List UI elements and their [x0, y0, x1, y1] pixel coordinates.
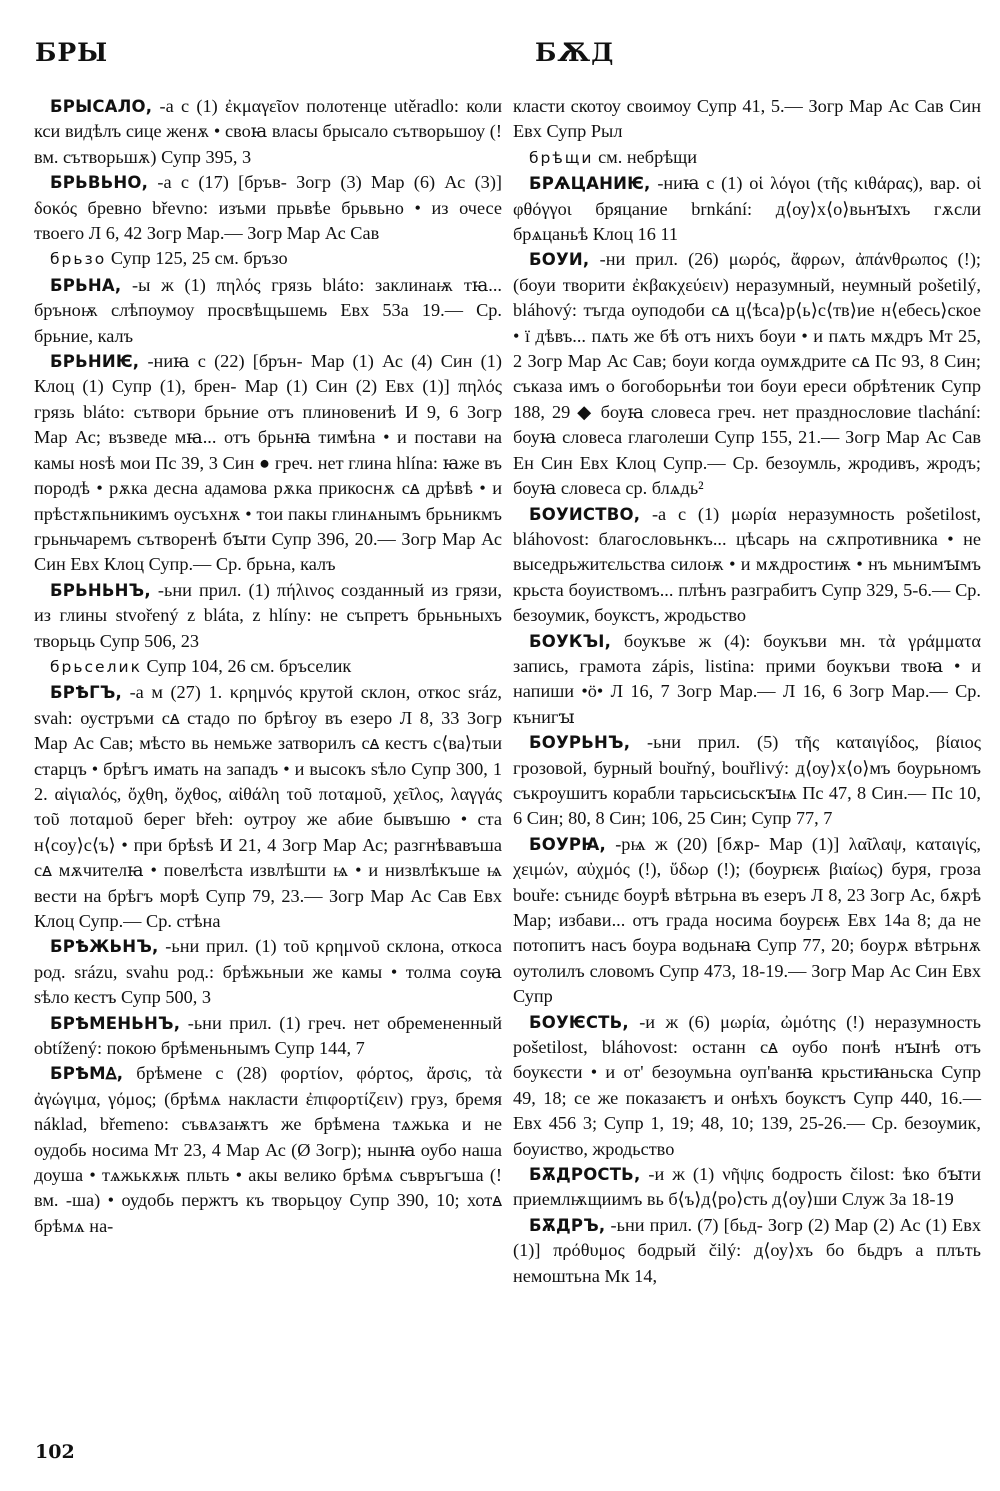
right-column: [513, 94, 981, 1289]
entry-headword: БРѢМꙘ,: [50, 1064, 124, 1084]
dictionary-entry: [34, 578, 502, 654]
entry-headword: БОУѤСТЬ,: [529, 1012, 629, 1032]
entry-headword: БѪДРОСТЬ,: [529, 1165, 641, 1185]
entry-text: -и ж (6) μωρία, ὠμότης (!) неразумность pošetilost, bláhovost: останн сꙙ оубо понѣ нꙑнѣ отъ боукєсти • и от' безоумьна оуп'ванꙗ крьстиꙗньска Супр 49, 18; се же показаѥтъ и онѣхъ боукстъ Супр 440, 16.— Евх 456 3; Супр 1, 19; 48, 10; 139, 25-26.— Ср. безоумик, боуиство, жродьство: [513, 1011, 981, 1159]
entry-text: брѣмене с (28) φορτίον, φόρτος, ἄρσις, τὰ ἀγώγιμα, γόμος; (брѣмѧ накласти ἐπιφορτίζειν) груз, бремя náklad, břemeno: съвѧзаѭтъ же брѣмена тѧжька и не оудобь носима Мт 23, 4 Мар Ас (Ø Зогр); нынꙗ оубо наша доуша • тѧжькѫѭ пльть • акы велико брѣмѧ съвръгъша (! вм. -ша) • оудобь пержтъ къ творьцоу Супр 390, 10; хотꙙ брѣмѧ на-: [34, 1063, 502, 1236]
dictionary-entry: [513, 1213, 981, 1289]
dictionary-entry: [34, 94, 502, 170]
dictionary-entry: [513, 730, 981, 832]
dictionary-entry: [34, 273, 502, 349]
entry-headword: БРЬНИѤ,: [50, 352, 140, 372]
entry-text: -ы ж (1) πηλός грязь bláto: заклинаѭ тꙗ... бръноѭ слѣпоумоу просвѣщьшемь Евх 53а 19.— Ср. брьние, калъ: [34, 274, 502, 346]
dictionary-entry: [34, 170, 502, 246]
dictionary-entry: [34, 1011, 502, 1062]
dictionary-entry: [513, 832, 981, 1010]
entry-headword: БРѦЦАНИѤ,: [529, 174, 651, 194]
dictionary-entry: [513, 247, 981, 501]
entry-headword: БРЬНЬНЪ,: [50, 580, 151, 600]
entry-text: см. небрѣщи: [593, 146, 698, 167]
entry-variant-form: брьзо: [50, 250, 107, 269]
dictionary-entry: [34, 246, 502, 272]
entry-text: -ниꙗ с (22) [брън- Мар (1) Ас (4) Син (1) Клоц (1) Супр (1), брен- Мар (1) Син (2) Евх (1)] πηλός грязь bláto: сътвори брьние отъ плиновениѣ И 9, 6 Зогр Мар Ас; възведе мꙗ... отъ брьнꙗ тимѣна • и постави на камы ноѕѣ мои Пс 39, 3 Син ● греч. нет глина hlína: ꙗже въ породѣ • рѫка десна адамова рѫка прикоснѫ сꙙ дрѣвѣ • и прѣстѫпьникимъ оусъхнѫ • тои пакы глинѧнымъ брьникмъ грьньчаремъ сътворенѣ бꙑти Супр 396, 20.— Зогр Мар Ас Син Евх Клоц Супр.— Ср. брьна, калъ: [34, 351, 502, 575]
entry-text: -ниꙗ с (1) οἱ λόγοι (τῆς κιθάρας), вар. οἱ φθόγγοι бряцание brnkání: д⟨оу⟩х⟨о⟩вьнꙑхъ гѫсли брѧцаньѣ Клоц 16 11: [513, 173, 981, 245]
entry-text: -ьни прил. (5) τῆς καταιγίδος, βίαιος грозовой, бурный bouřný, bouřlivý: д⟨оу⟩х⟨о⟩мъ боурьномъ съкроушитъ корабли тарьсисьскꙑѩ Пс 47, 8 Син.— Пс 10, 6 Син; 80, 8 Син; 106, 25 Син; Супр 77, 7: [513, 732, 981, 829]
running-head-right: БѪД: [535, 38, 615, 67]
page-number: 102: [35, 1441, 75, 1463]
entry-variant-form: брѣщи: [529, 148, 594, 167]
entry-headword: БРѢГЪ,: [50, 683, 123, 703]
dictionary-entry: [513, 171, 981, 247]
dictionary-entry: [34, 680, 502, 934]
entry-headword: БОУКЪI,: [529, 631, 612, 651]
entry-headword: БРЬВЬНО,: [50, 173, 149, 193]
dictionary-entry: [34, 1061, 502, 1239]
dictionary-entry: [34, 654, 502, 680]
entry-headword: БРЫСАЛО,: [50, 97, 153, 116]
entry-text: Супр 125, 25 см. бръзо: [106, 248, 288, 269]
entry-text: -рѩ ж (20) [бѫр- Мар (1)] λαῖλαψ, καταιγίς, χειμών, αὐχμός (!), ὕδωρ (!); (боурѥѭ βιαίως) буря, гроза bouře: сънидє боурѣ вѣтрьна въ езеръ Л 8, 23 Зогр Ас, бѫрѣ Мар; избави... отъ града носима боурєѭ Евх 14а 8; да не потопитъ насъ боура водьнаꙗ Супр 77, 20; боурѫ вѣтрьнѫ оутолилъ словомъ Супр 473, 18-19.— Зогр Мар Ас Син Евх Супр: [513, 833, 981, 1007]
dictionary-entry: [34, 934, 502, 1010]
entry-text: -ьни прил. (1) τοῦ κρημνοῦ склона, откоса род. srázu, svahu род.: брѣжьныи же камы • толма соуꙗ ѕѣло кестъ Супр 500, 3: [34, 936, 502, 1008]
entry-text: боукъве ж (4): боукъви мн. τὰ γράμματα запись, грамота zápis, listina: прими боукъви твоꙗ • и напиши •ӧ• Л 16, 7 Зогр Мар.— Л 16, 6 Зогр Мар.— Ср. кънигꙑ: [513, 630, 981, 727]
entry-variant-form: брьселик: [50, 657, 142, 676]
entry-headword: БОУИСТВО,: [529, 504, 641, 524]
dictionary-entry: [34, 349, 502, 578]
entry-text: класти скотоу своимоу Супр 41, 5.— Зогр Мар Ас Сав Син Евх Супр Рыл: [513, 96, 981, 142]
entry-headword: БРѢЖЬНЪ,: [50, 937, 159, 957]
dictionary-entry: [513, 94, 981, 145]
entry-text: -ьни прил. (7) [бьд- Зогр (2) Мар (2) Ас (1) Евх (1)] πρόθυμος бодрый čilý: д⟨оу⟩хъ бо бьдръ а плъть немоштьна Мк 14,: [513, 1214, 981, 1286]
running-head-left: БРЫ: [35, 38, 109, 67]
dictionary-entry: [513, 502, 981, 629]
entry-text: -ни прил. (26) μωρός, ἄφρων, ἀπάνθρωπος (!); (боуи творити ἐκβακχεύειν) неразумный, неумный pošetilý, bláhový: тъгда оуподоби сꙙ ц⟨ѣса⟩р⟨ь⟩с⟨тв⟩ие н⟨ебесь⟩ское • ї дѣвъ... пѧть же бѣ отъ нихъ боуи • и пѧть мѫдръ Мт 25, 2 Зогр Мар Ас Сав; боуи когда оумѫдрите сꙙ Пс 93, 8 Син; съказа имъ о богоборьнѣи тои боуи ереси обрѣтеник Супр 188, 29 ◆ боуꙗ словеса греч. нет празднословие tlachání: боуꙗ словеса глаголеши Супр 155, 21.— Зогр Мар Ас Сав Ен Син Евх Клоц Супр.— Ср. безоумль, жродивъ, жродъ; боуꙗ словеса ср. блѧдь²: [513, 249, 981, 499]
entry-text: -а с (17) [бръв- Зогр (3) Мар (6) Ас (3)] δοκός бревно břevno: изъми прьвѣе брьвьно • из очесе твоего Л 6, 42 Зогр Мар.— Зогр Мар Ас Сав: [34, 172, 502, 244]
dictionary-entry: [513, 145, 981, 171]
entry-headword: БРѢМЕНЬНЪ,: [50, 1013, 181, 1033]
entry-text: Супр 104, 26 см. бръселик: [141, 655, 352, 676]
entry-headword: БОУРЬНЪ,: [529, 733, 631, 753]
entry-headword: БРЬНА,: [50, 275, 122, 295]
entry-text: -а с (1) μωρία неразумность pošetilost, bláhovost: благословьнкъ... цѣсарь на сѫпротивника • не выседрьжитєльства силоѭ • и мѫдростиѭ • нъ мьнимꙑмъ крьста боуиствомъ... плѣнъ разграбитъ Супр 329, 5-6.— Ср. безоумик, боукстъ, жродьство: [513, 503, 981, 626]
entry-headword: БОУИ,: [529, 250, 590, 270]
entry-text: -а м (27) 1. κρημνός крутой склон, откос sráz, svah: оустръми сꙙ стадо по брѣгоу въ езеро Л 8, 33 Зогр Мар Ас Сав; мѣсто вь немьже затворилъ сꙙ кестъ с⟨ва⟩тыи старцъ • брѣгъ имать на западъ • и высокъ ѕѣло Супр 300, 1 2. αἰγιαλός, ὄχθη, ὄχθος, αἰθάλη τοῦ ποταμοῦ, χεῖλος, λαγγάς τοῦ ποταμοῦ берег břeh: оутроу же абие бывъшю • ста н⟨соу⟩с⟨ъ⟩ • при брѣѕѣ И 21, 4 Зогр Мар Ас; разгнѣвавъша сꙙ мѫчителꙗ • повелѣста извлѣшти ѩ • и низвлѣкъше ѩ вести на брѣгъ морѣ Супр 79, 23.— Зогр Мар Ас Сав Евх Клоц Супр.— Ср. стѣна: [34, 682, 502, 931]
entry-headword: БѪДРЪ,: [529, 1215, 606, 1235]
entry-headword: БОУРꙖ,: [529, 834, 606, 854]
entry-text: -и ж (1) νῆψις бодрость čilost: ѣко бꙑти приемлѭщиимъ вь б⟨ъ⟩д⟨ро⟩сть д⟨оу⟩ши Служ 3а 18-19: [513, 1164, 981, 1210]
dictionary-entry: [513, 629, 981, 731]
dictionary-entry: [513, 1010, 981, 1162]
entry-text: -а с (1) ἐκμαγεῖον полотенце utěradlo: коли кси видѣлъ сице женѫ • своꙗ власы брысало сътворьшоу (! вм. сътворьшѫ) Супр 395, 3: [34, 96, 502, 167]
entry-text: -ьни прил. (1) греч. нет обремененный obtížený: покою брѣменьнымъ Супр 144, 7: [34, 1012, 502, 1059]
left-column: [34, 94, 502, 1239]
entry-text: -ьни прил. (1) πήλινος созданный из грязи, из глины stvořený z bláta, z hlíny: не съпретъ брьньныхъ творьць Супр 506, 23: [34, 579, 502, 651]
dictionary-entry: [513, 1162, 981, 1213]
